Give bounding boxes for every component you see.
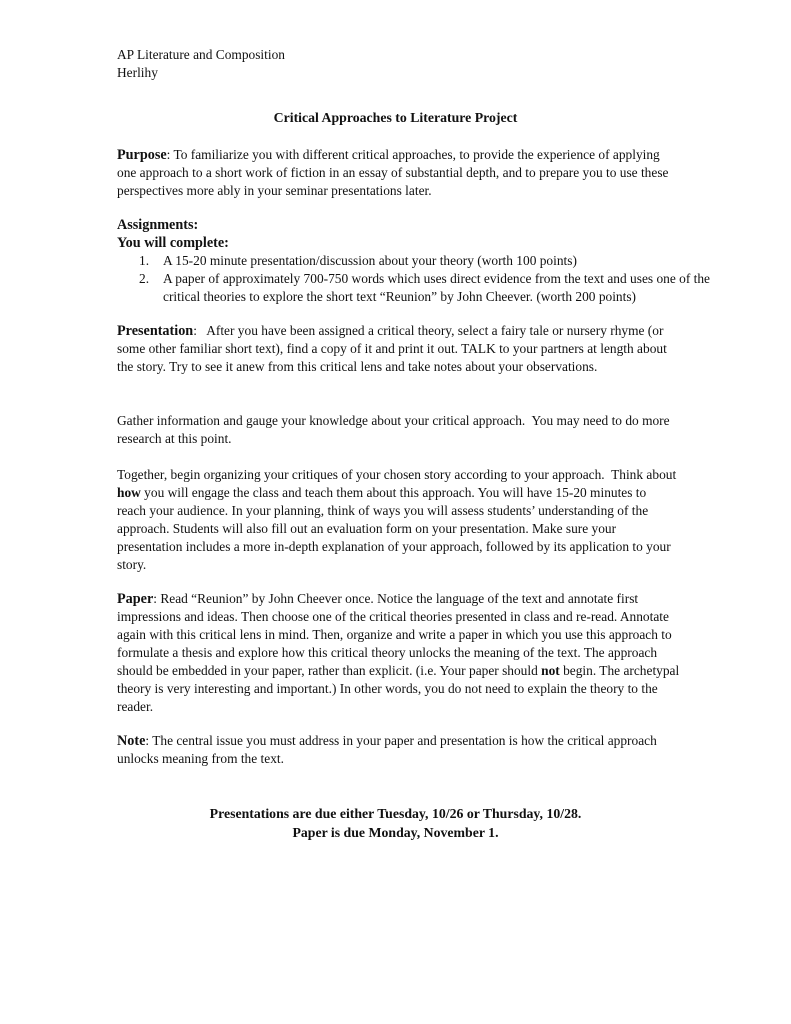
list-item-number: 1.: [139, 253, 150, 268]
note-paragraph: [117, 732, 677, 768]
course-name: AP Literature and Composition: [117, 47, 285, 62]
page-title: Critical Approaches to Literature Project: [273, 110, 518, 125]
paper-paragraph: [117, 590, 682, 716]
presentation-due-date: Presentations are due either Tuesday, 10/26 or Thursday, 10/28.: [209, 806, 582, 821]
assignments-subheading: You will complete:: [117, 235, 229, 251]
gather-paragraph: Gather information and gauge your knowledge about your critical approach. You may need to do more research at this point.: [117, 413, 673, 446]
due-dates: [0, 804, 791, 842]
presentation-paragraph: [117, 322, 677, 376]
purpose-paragraph: [117, 146, 677, 200]
paper-due-date: Paper is due Monday, November 1.: [292, 825, 499, 840]
note-label: Note: [117, 733, 146, 749]
list-item: [117, 252, 727, 270]
assignments-list: [117, 252, 727, 306]
list-item-text: A 15-20 minute presentation/discussion about your theory (worth 100 points): [163, 253, 577, 268]
assignments-heading: Assignments:: [117, 217, 199, 233]
assignments-heading-block: [117, 216, 229, 252]
list-item-number: 2.: [139, 271, 150, 286]
presentation-text: : After you have been assigned a critical theory, select a fairy tale or nursery rhyme (or some other familiar short text), find a copy of it and print it out. TALK to your partners at length about the story. Try to see it anew from this critical lens and take notes about your observations.: [117, 323, 671, 374]
paper-label: Paper: [117, 591, 154, 607]
together-emphasis: how: [117, 485, 141, 500]
together-text-start: Together, begin organizing your critiques of your chosen story according to your approach. Think about: [117, 467, 680, 482]
presentation-label: Presentation: [117, 323, 194, 339]
paper-emphasis: not: [541, 663, 560, 678]
note-text: : The central issue you must address in your paper and presentation is how the critical approach unlocks meaning from the text.: [117, 733, 661, 766]
purpose-label: Purpose: [117, 147, 167, 163]
paper-text-end: begin. The archetypal theory is very interesting and important.) In other words, you do not need to explain the theory to the reader.: [117, 663, 683, 714]
together-text-end: you will engage the class and teach them about this approach. You will have 15-20 minutes to reach your audience. In your planning, think of ways you will assess students’ understanding of the approach. Students will also fill out an evaluation form on your presentation. Make sure your presentation includes a more in-depth explanation of your approach, followed by its application to your story.: [117, 485, 675, 572]
purpose-text: : To familiarize you with different critical approaches, to provide the experience of applying one approach to a short work of fiction in an essay of substantial depth, and to prepare you to use these perspectives more ably in your seminar presentations later.: [117, 147, 672, 198]
together-paragraph: [117, 466, 680, 574]
document-header: [117, 46, 285, 82]
teacher-name: Herlihy: [117, 65, 158, 80]
list-item: [117, 270, 727, 306]
list-item-text: A paper of approximately 700-750 words which uses direct evidence from the text and uses one of the critical theories to explore the short text “Reunion” by John Cheever. (worth 200 points): [163, 271, 710, 304]
paper-text-start: : Read “Reunion” by John Cheever once. Notice the language of the text and annotate first impressions and ideas. Then choose one of the critical theories presented in class and re-read. Annotate again with this critical lens in mind. Then, organize and write a paper in which you use this approach to formulate a thesis and explore how this critical theory unlocks the meaning of the text. The approach should be embedded in your paper, rather than explicit. (i.e. Your paper should: [117, 591, 676, 678]
